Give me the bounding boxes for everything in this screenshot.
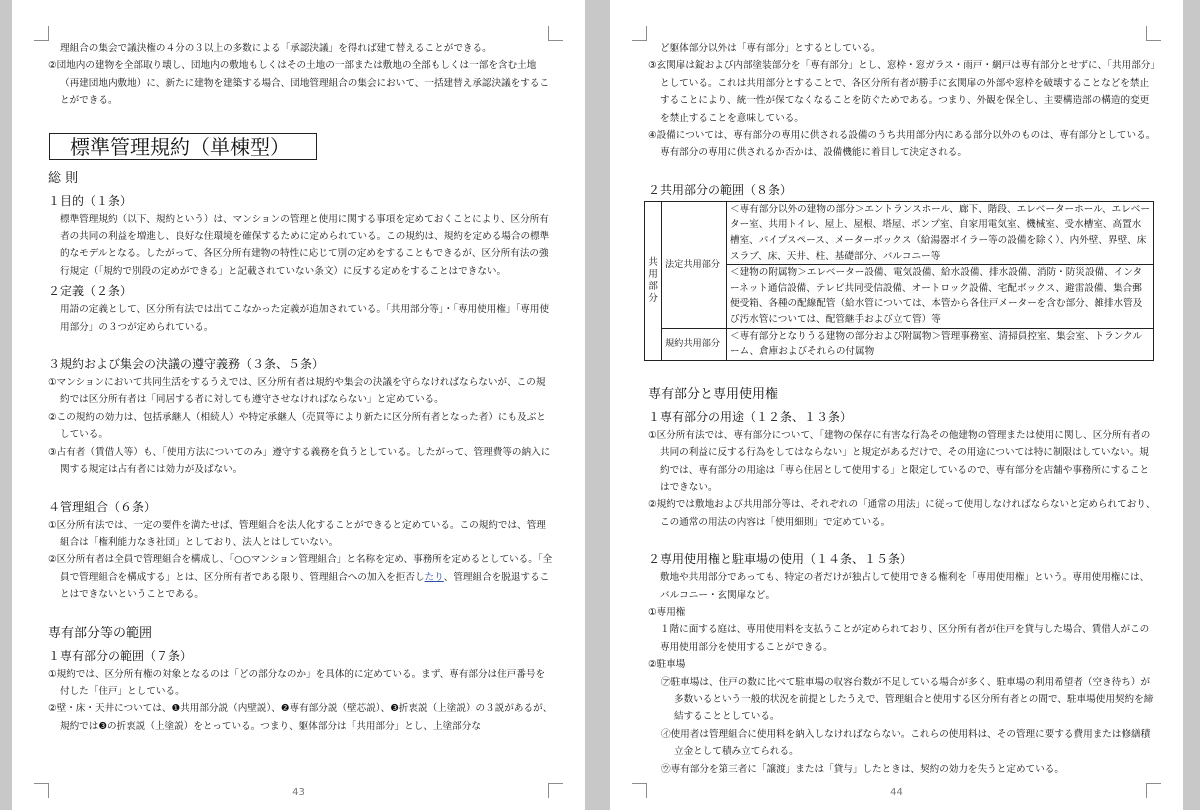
paragraph: ど躯体部分以外は「専有部分」とするとしている。 — [660, 43, 881, 54]
paragraph: 標準管理規約（以下、規約という）は、マンションの管理と使用に関する事項を定めておくことにより、区分所有者の共同の利益を増進し、良好な住環境を確保するために定められている。この規約は、規約を定める場合の標準的なモデルとなる。したがって、各区分所有建物の特性に応じて別の定めをすることもできるが、区分所有法の強行規定（「規約で別段の定めができる」と記載されていない条文）に反する定めをすることはできない。 — [60, 213, 550, 277]
subsection-heading: ４管理組合（６条） — [48, 499, 157, 514]
list-item: ㋐駐車場は、住戸の数に比べて駐車場の収容台数が不足している場合が多く、駐車場の利用希望者（空き待ち）が多数いるという一般的状況を前提としたうえで、管理組合と使用する区分所有者との間で、駐車場使用契約を締結することとしている。 — [661, 676, 1154, 723]
list-label: ②駐車場 — [648, 659, 686, 671]
page-body — [48, 40, 554, 735]
subsection-heading: １目的（１条） — [48, 193, 133, 208]
subsection-heading: １専有部分の用途（１２条、１３条） — [648, 409, 853, 424]
crop-mark — [548, 26, 563, 41]
page-number: 43 — [292, 787, 305, 798]
subsection-heading: ２専用使用権と駐車場の使用（１４条、１５条） — [648, 552, 913, 567]
common-area-table — [644, 201, 1154, 361]
section-heading: 総 則 — [48, 170, 79, 186]
list-item: ㋑使用者は管理組合に使用料を納入しなければならない。これらの使用料は、その管理に要する費用または修繕積立金として積み立てられる。 — [661, 728, 1151, 758]
subsection-heading: ２共用部分の範囲（８条） — [648, 182, 793, 197]
section-heading: 専有部分と専用使用権 — [648, 386, 779, 402]
text-run: 、管理組合を脱退することはできないということである。 — [60, 571, 550, 601]
subsection-heading: １専有部分の範囲（７条） — [48, 648, 193, 663]
table-row — [645, 201, 1154, 264]
spellcheck-underline[interactable]: たり — [424, 571, 444, 583]
text-run: ②区分所有者は全員で管理組合を構成し、「○○マンション管理組合」と名称を定め、事務所を定めるとしている。「全員で管理組合を構成する」とは、区分所有者である限り、管理組合への加入を拒否し — [48, 554, 553, 583]
subsection-heading: ２定義（２条） — [48, 284, 133, 299]
table-vertical-header: 共用部分 — [645, 201, 662, 360]
document-page-44 — [610, 0, 1183, 810]
crop-mark — [34, 26, 49, 41]
table-cell: ＜建物の附属物＞エレベーター設備、電気設備、給水設備、排水設備、消防・防災設備、インターネット通信設備、テレビ共同受信設備、オートロック設備、宅配ボックス、避雷設備、集合郵便受箱、各種の配線配管（給水管については、本管から各住戸メーターを含む部分、雑排水管及び汚水管については、配管継手および立て管）等 — [727, 265, 1154, 328]
table-cell: ＜専有部分以外の建物の部分＞エントランスホール、廊下、階段、エレベーターホール、エレベーター室、共用トイレ、屋上、屋根、塔屋、ポンプ室、自家用電気室、機械室、受水槽室、高置水槽室、パイプスペース、メーターボックス（給湯器ボイラー等の設備を除く）、内外壁、界壁、床スラブ、床、天井、柱、基礎部分、バルコニー等 — [727, 201, 1154, 264]
list-item: ①区分所有法では、一定の要件を満たせば、管理組合を法人化することができると定めている。この規約では、管理組合は「権利能力なき社団」としており、法人とはしていない。 — [48, 519, 546, 548]
list-item: ②この規約の効力は、包括承継人（相続人）や特定承継人（売買等により新たに区分所有者となった者）にも及ぶとしている。 — [48, 411, 546, 441]
crop-mark — [1146, 26, 1161, 41]
list-item: ㋒専有部分を第三者に「譲渡」または「貸与」したときは、契約の効力を失うと定めている。 — [661, 763, 1064, 775]
paragraph: １階に面する庭は、専用使用料を支払うことが定められており、区分所有者が住戸を貸与した場合、賃借人がこの専用使用部分を使用することができる。 — [660, 624, 1150, 653]
list-item: ②壁・床・天井については、❶共用部分説（内壁説）、❷専有部分説（壁芯説）、❸折衷説（上塗説）の３説があるが、規約では❸の折衷説（上塗説）をとっている。つまり、躯体部分は「共用部分」とし、上塗部分な — [48, 703, 553, 732]
document-title: 標準管理規約（単棟型） — [49, 133, 317, 160]
crop-mark — [632, 26, 647, 41]
list-label: ①専用権 — [648, 607, 686, 619]
list-item: ④設備については、専有部分の専用に供される設備のうち共用部分内にある部分以外のものは、専有部分としている。専有部分の専用に供されるか否かは、設備機能に着目して決定される。 — [648, 130, 1156, 159]
paragraph: 理組合の集会で議決権の４分の３以上の多数による「承認決議」を得れば建て替えることができる。 — [60, 43, 492, 54]
list-item: ③玄関扉は錠および内部塗装部分を「専有部分」とし、窓枠・窓ガラス・雨戸・網戸は専有部分とせずに、「共用部分」としている。これは共用部分とすることで、各区分所有者が勝手に玄関扉の外部や窓枠を破壊することなどを禁止することにより、統一性が保てなくなることを防ぐためである。つまり、外観を保全し、主要構造部の構造的変更を禁止することを意味している。 — [648, 60, 1156, 124]
document-page-43 — [12, 0, 585, 810]
paragraph: 敷地や共用部分であっても、特定の者だけが独占して使用できる権利を「専用使用権」という。専用使用権には、バルコニー・玄関扉など。 — [660, 572, 1150, 601]
page-number: 44 — [890, 787, 903, 798]
list-item: ③占有者（賃借人等）も、「使用方法についてのみ」遵守する義務を負うとしている。したがって、管理費等の納入に関する規定は占有者には効力が及ばない。 — [48, 446, 551, 476]
section-heading: 専有部分等の範囲 — [48, 625, 153, 641]
paragraph: ②団地内の建物を全部取り壊し、団地内の敷地もしくはその土地の一部または敷地の全部もしくは一部を含む土地（再建団地内敷地）に、新たに建物を建築する場合、団地管理組合の集会において、一括建替え承認決議をすることができる。 — [48, 60, 550, 107]
table-row-label: 法定共用部分 — [662, 201, 727, 328]
list-item: ①マンションにおいて共同生活をするうえでは、区分所有者は規約や集会の決議を守らなければならないが、この規約では区分所有者は「同居する者に対しても遵守させなければならない」と定めている。 — [48, 377, 546, 406]
list-item: ②規約では敷地および共用部分等は、それぞれの「通常の用法」に従って使用しなければならないと定められており、この通常の用法の内容は「使用細則」で定めている。 — [648, 499, 1156, 528]
list-item — [48, 551, 554, 603]
page-body — [648, 40, 1158, 778]
list-item: ①区分所有法では、専有部分について、「建物の保存に有害な行為その他建物の管理または使用に関し、区分所有者の共同の利益に反する行為をしてはならない」と規定があるだけで、その用途については特に制限はしていない。規約では、専有部分の用途は「専ら住居として使用する」と限定しているので、専有部分を店舗や事務所にすることはできない。 — [648, 429, 1151, 493]
table-row — [645, 328, 1154, 360]
subsection-heading: ３規約および集会の決議の遵守義務（３条、５条） — [48, 357, 325, 372]
list-item: ①規約では、区分所有権の対象となるのは「どの部分なのか」を具体的に定めている。まず、専有部分は住戸番号を付した「住戸」としている。 — [48, 668, 546, 697]
paragraph: 用語の定義として、区分所有法では出てこなかった定義が追加されている。「共用部分等」・「専用使用権」「専用使用部分」の３つが定められている。 — [60, 304, 550, 333]
table-row-label: 規約共用部分 — [662, 328, 727, 360]
table-cell: ＜専有部分となりうる建物の部分および附属物＞管理事務室、清掃員控室、集会室、トランクルーム、倉庫およびそれらの付属物 — [727, 328, 1154, 360]
